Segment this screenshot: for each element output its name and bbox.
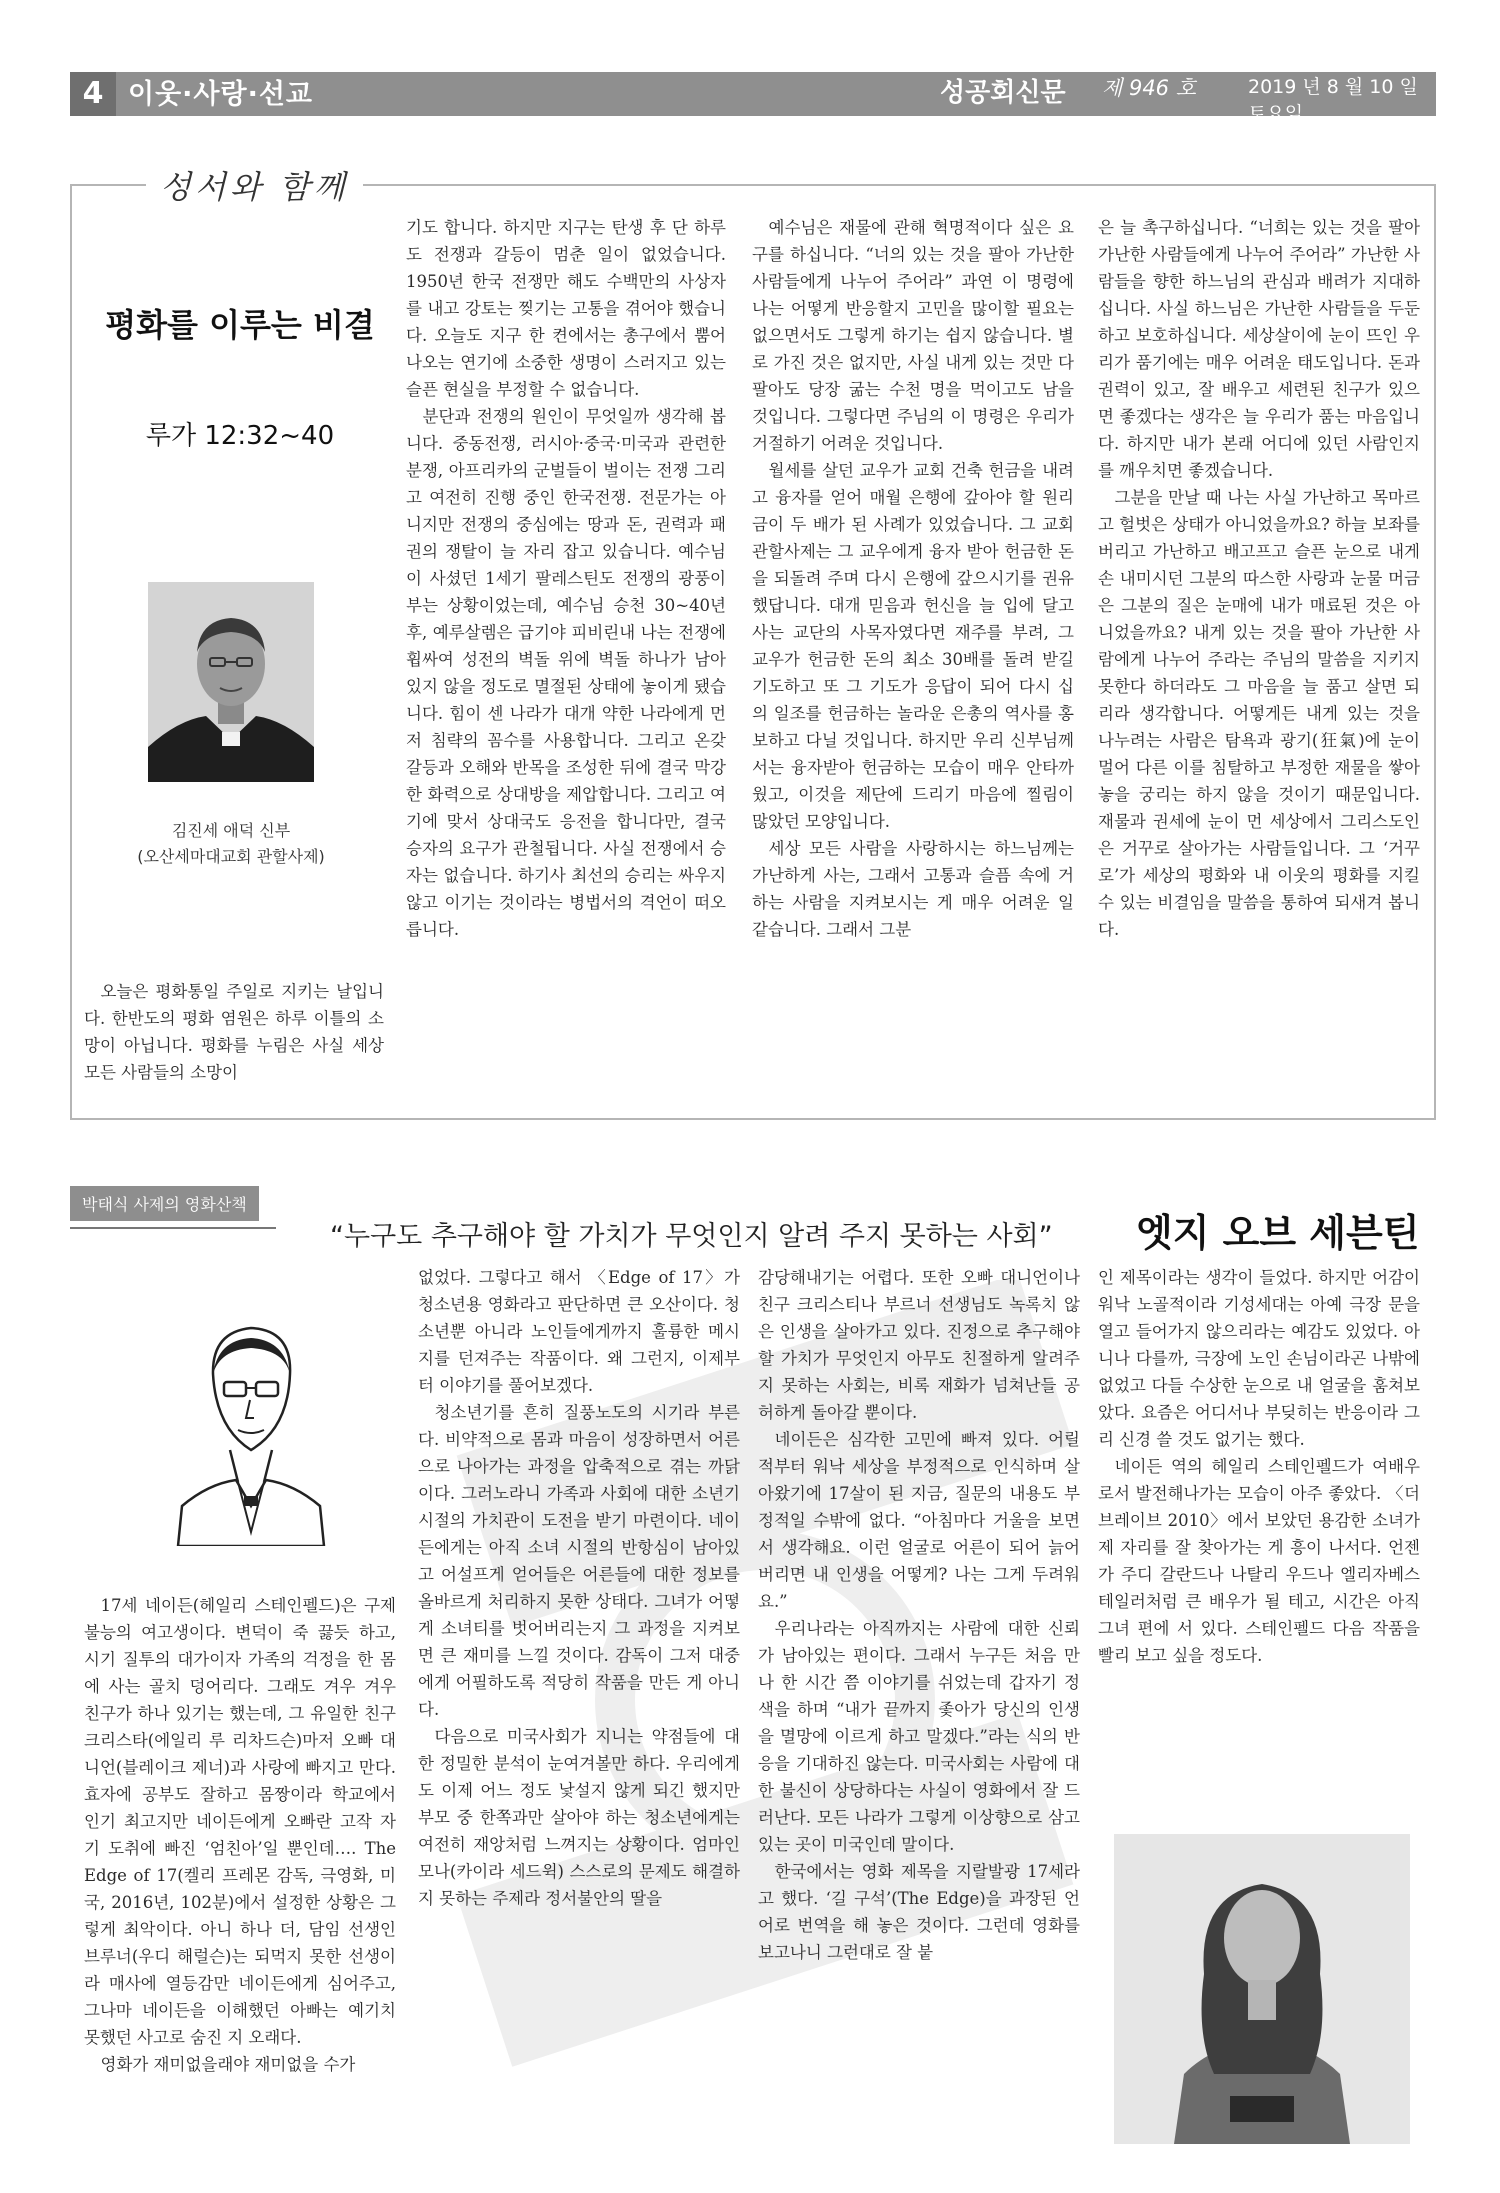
paragraph: 다음으로 미국사회가 지니는 약점들에 대한 정밀한 분석이 눈여겨볼만 하다. 우리에게도 이제 어느 정도 낯설지 않게 되긴 했지만 부모 중 한쪽과만 살아야 하는 청소년에게는 여전히 재앙처럼 느껴지는 상황이다. 엄마인 모나(카이라 세드윅) 스스로의 문제도 해결하지 못하는 주제라 정서불안의 딸을 [418, 1727, 740, 1908]
author-name: 김진세 애덕 신부 [171, 821, 291, 840]
column-label: 성서와 함께 [146, 162, 363, 208]
movie-still-photo [1114, 1834, 1410, 2144]
paragraph: 그분을 만날 때 나는 사실 가난하고 목마르고 헐벗은 상태가 아니었을까요? 하늘 보좌를 버리고 가난하고 배고프고 슬픈 눈으로 내게 손 내미시던 그분의 따스한 사랑과 눈물 머금은 그분의 질은 눈매에 내가 매료된 것은 아니었을까요? 내게 있는 것을 팔아 가난한 사람에게 나누어 주라는 주님의 말씀을 지키지 못한다 하더라도 그 마음을 늘 품고 살면 되리라 생각합니다. 어떻게든 내게 있는 것을 나누려는 사람은 탐욕과 광기(狂氣)에 눈이 멀어 다른 이를 침탈하고 부정한 재물을 쌓아 놓을 궁리는 하지 않을 것이기 때문입니다. 재물과 권세에 눈이 먼 세상에서 그리스도인은 거꾸로 살아가는 사람들입니다. 그 ‘거꾸로’가 세상의 평화와 내 이웃의 평화를 지킬 수 있는 비결임을 말씀을 통하여 되새겨 봅니다. [1098, 488, 1420, 939]
paragraph: 분단과 전쟁의 원인이 무엇일까 생각해 봅니다. 중동전쟁, 러시아·중국·미국과 관련한 분쟁, 아프리카의 군벌들이 벌이는 전쟁 그리고 여전히 진행 중인 한국전쟁. 전문가는 아니지만 전쟁의 중심에는 땅과 돈, 권력과 패권의 쟁탈이 늘 자리 잡고 있습니다. 예수님이 사셨던 1세기 팔레스틴도 전쟁의 광풍이 부는 상황이었는데, 예수님 승천 30~40년 후, 예루살렘은 급기야 피비린내 나는 전쟁에 휩싸여 성전의 벽돌 위에 벽돌 하나가 남아 있지 않을 정도로 멸절된 상태에 놓이게 됐습니다. 힘이 센 나라가 대개 약한 나라에게 먼저 침략의 꼼수를 사용합니다. 그리고 온갖 갈등과 오해와 반목을 조성한 뒤에 결국 막강한 화력으로 상대방을 제압합니다. 그리고 여기에 맞서 상대국도 응전을 합니다만, 결국 승자의 요구가 관철됩니다. 사실 전쟁에서 승자는 없습니다. 하기사 최선의 승리는 싸우지 않고 이기는 것이라는 병법서의 격언이 떠오릅니다. [406, 407, 726, 939]
issue-number: 제 946 호 [1102, 76, 1197, 100]
paragraph: 영화가 재미없을래야 재미없을 수가 [100, 2055, 356, 2074]
paragraph: 오늘은 평화통일 주일로 지키는 날입니다. 한반도의 평화 염원은 하루 이틀의 소망이 아닙니다. 평화를 누림은 사실 세상 모든 사람들의 소망이 [84, 982, 384, 1082]
paragraph: 한국에서는 영화 제목을 지랄발광 17세라고 했다. ‘길 구석’(The Edge)을 과장된 언어로 번역을 해 놓은 것이다. 그런데 영화를 보고나니 그런대로 잘 붙 [758, 1862, 1080, 1962]
bible-column-4 [1098, 214, 1420, 943]
movie-column-1 [84, 1592, 396, 2078]
author-photo [148, 582, 314, 782]
movie-title: 엣지 오브 세븐틴 [1136, 1211, 1420, 1255]
newspaper-name: 성공회신문 [940, 78, 1066, 108]
paragraph: 은 늘 촉구하십니다. “너희는 있는 것을 팔아 가난한 사람들에게 나누어 주어라” 가난한 사람들을 향한 하느님의 관심과 배려가 지대하십니다. 사실 하느님은 가난한 사람들을 두둔하고 보호하십니다. 세상살이에 눈이 뜨인 우리가 품기에는 매우 어려운 태도입니다. 돈과 권력이 있고, 잘 배우고 세련된 친구가 있으면 좋겠다는 생각은 늘 우리가 품는 마음입니다. 하지만 내가 본래 어디에 있던 사람인지를 깨우치면 좋겠습니다. [1098, 218, 1420, 480]
paragraph: 인 제목이라는 생각이 들었다. 하지만 어감이 워낙 노골적이라 기성세대는 아예 극장 문을 열고 들어가지 않으리라는 예감도 있었다. 아니나 다를까, 극장에 노인 손님이라곤 나밖에 없었고 다들 수상한 눈으로 내 얼굴을 훔쳐보았다. 요즘은 어디서나 부딪히는 반응이라 그리 신경 쓸 것도 없기는 했다. [1098, 1268, 1420, 1449]
paragraph: 17세 네이든(헤일리 스테인펠드)은 구제불능의 여고생이다. 변덕이 죽 끓듯 하고, 시기 질투의 대가이자 가족의 걱정을 한 몸에 사는 골치 덩어리다. 그래도 겨우 겨우 친구가 하나 있기는 했는데, 그 유일한 친구 크리스타(에일리 루 리차드슨)마저 오빠 대니언(블레이크 제너)과 사랑에 빠지고 만다. 효자에 공부도 잘하고 몸짱이라 학교에서 인기 최고지만 네이든에게 오빠란 고작 자기 도취에 빠진 ‘엄친아’일 뿐인데…. The Edge of 17(켈리 프레몬 감독, 극영화, 미국, 2016년, 102분)에서 설정한 상황은 그렇게 최악이다. 아니 하나 더, 담임 선생인 브루너(우디 해럴슨)는 되먹지 못한 선생이라 매사에 열등감만 네이든에게 심어주고, 그나마 네이든을 이해했던 아빠는 예기치 못했던 사고로 숨진 지 오래다. [84, 1596, 396, 2047]
page-number: 4 [70, 72, 116, 116]
paragraph: 예수님은 재물에 관해 혁명적이다 싶은 요구를 하십니다. “너의 있는 것을 팔아 가난한 사람들에게 나누어 주어라” 과연 이 명령에 나는 어떻게 반응할지 고민을 많이할 필요는 없으면서도 그렇게 하기는 쉽지 않습니다. 별로 가진 것은 없지만, 사실 내게 있는 것만 다 팔아도 당장 굶는 수천 명을 먹이고도 남을 것입니다. 그렇다면 주님의 이 명령은 우리가 거절하기 어려운 것입니다. [752, 218, 1074, 453]
page-header [70, 72, 1436, 125]
bible-column-1 [84, 978, 384, 1086]
paragraph: 없었다. 그렇다고 해서 〈Edge of 17〉가 청소년용 영화라고 판단하면 큰 오산이다. 청소년뿐 아니라 노인들에게까지 훌륭한 메시지를 던져주는 작품이다. 왜 그런지, 이제부터 이야기를 풀어보겠다. [418, 1268, 740, 1395]
article-title: 평화를 이루는 비결 [105, 306, 375, 344]
paragraph: 우리나라는 아직까지는 사람에 대한 신뢰가 남아있는 편이다. 그래서 누구든 처음 만나 한 시간 쯤 이야기를 쉬었는데 갑자기 정색을 하며 “내가 끝까지 좇아가 당신의 인생을 멸망에 이르게 하고 말겠다.”라는 식의 반응을 기대하진 않는다. 미국사회는 사람에 대한 불신이 상당하다는 사실이 영화에서 잘 드러난다. 모든 나라가 그렇게 이상향으로 삼고 있는 곳이 미국인데 말이다. [758, 1619, 1080, 1854]
movie-column-4 [1098, 1264, 1420, 1669]
paragraph: 네이든 역의 헤일리 스테인펠드가 여배우로서 발전해나가는 모습이 아주 좋았다. 〈더 브레이브 2010〉에서 보았던 용감한 소녀가 제 자리를 잘 찾아가는 게 흥이 나서다. 언젠가 주디 갈란드나 나탈리 우드나 엘리자베스 테일러처럼 큰 배우가 될 테고, 시간은 아직 그녀 편에 서 있다. 스테인펠드 다음 작품을 빨리 보고 싶을 정도다. [1098, 1457, 1420, 1665]
paragraph: 청소년기를 흔히 질풍노도의 시기라 부른다. 비약적으로 몸과 마음이 성장하면서 어른으로 나아가는 과정을 압축적으로 겪는 까닭이다. 그러노라니 가족과 사회에 대한 소년기 시절의 가치관이 도전을 받기 마련이다. 네이든에게는 아직 소녀 시절의 반항심이 남아있고 어설프게 얻어들은 어른들에 대한 정보를 올바르게 처리하지 못한 상태다. 그녀가 어떻게 소녀티를 벗어버리는지 그 과정을 지켜보면 큰 재미를 느낄 것이다. 감독이 그저 대중에게 어필하도록 적당히 작품을 만든 게 아니다. [418, 1403, 740, 1719]
paragraph: 감당해내기는 어렵다. 또한 오빠 대니언이나 친구 크리스티나 부르너 선생님도 녹록치 않은 인생을 살아가고 있다. 진정으로 추구해야 할 가치가 무엇인지 아무도 친절하게 알려주지 못하는 사회는, 비록 재화가 넘쳐난들 공허하게 돌아갈 뿐이다. [758, 1268, 1080, 1422]
paragraph: 기도 합니다. 하지만 지구는 탄생 후 단 하루도 전쟁과 갈등이 멈춘 일이 없었습니다. 1950년 한국 전쟁만 해도 수백만의 사상자를 내고 강토는 찢기는 고통을 겪어야 했습니다. 오늘도 지구 한 켠에서는 총구에서 뿜어나오는 연기에 소중한 생명이 스러지고 있는 슬픈 현실을 부정할 수 없습니다. [406, 218, 726, 399]
author-role: (오산세마대교회 관할사제) [137, 847, 325, 866]
article-subtitle: “누구도 추구해야 할 가치가 무엇인지 알려 주지 못하는 사회” [330, 1221, 1053, 1252]
issue-date: 2019 년 8 월 10 일 토요일 [1248, 76, 1418, 125]
kicker-rule [70, 1227, 276, 1229]
paragraph: 월세를 살던 교우가 교회 건축 헌금을 내려고 융자를 얻어 매월 은행에 갚아야 할 원리금이 두 배가 된 사례가 있었습니다. 그 교회 관할사제는 그 교우에게 융자 받아 헌금한 돈을 되돌려 주며 다시 은행에 갚으시기를 권유했답니다. 대개 믿음과 헌신을 늘 입에 달고 사는 교단의 사목자였다면 재주를 부려, 그 교우가 헌금한 돈의 최소 30배를 돌려 받길 기도하고 또 그 기도가 응답이 되어 다시 십의 일조를 헌금하는 놀라운 은총의 역사를 홍보하고 다닐 것입니다. 하지만 우리 신부님께서는 융자받아 헌금하는 모습이 매우 안타까웠고, 이것을 제단에 드리기 마음에 찔림이 많았던 모양입니다. [752, 461, 1074, 831]
paragraph: 세상 모든 사람을 사랑하시는 하느님께는 가난하게 사는, 그래서 고통과 슬픔 속에 거하는 사람을 지켜보시는 게 매우 어려운 일 같습니다. 그래서 그분 [752, 839, 1074, 939]
movie-column-3 [758, 1264, 1080, 1966]
column-kicker: 박태식 사제의 영화산책 [70, 1186, 259, 1221]
bible-column-2 [406, 214, 726, 943]
scripture-reference: 루가 12:32~40 [145, 421, 335, 451]
bible-column-3 [752, 214, 1074, 943]
movie-column-2 [418, 1264, 740, 1912]
author-illustration [158, 1300, 344, 1546]
section-title: 이웃·사랑·선교 [128, 79, 314, 110]
paragraph: 네이든은 심각한 고민에 빠져 있다. 어릴 적부터 워낙 세상을 부정적으로 인식하며 살아왔기에 17살이 된 지금, 질문의 내용도 부정적일 수밖에 없다. “아침마다 거울을 보면서 생각해요. 이런 얼굴로 어른이 되어 늙어버리면 내 인생을 어떻게? 나는 그게 두려워요.” [758, 1430, 1080, 1611]
